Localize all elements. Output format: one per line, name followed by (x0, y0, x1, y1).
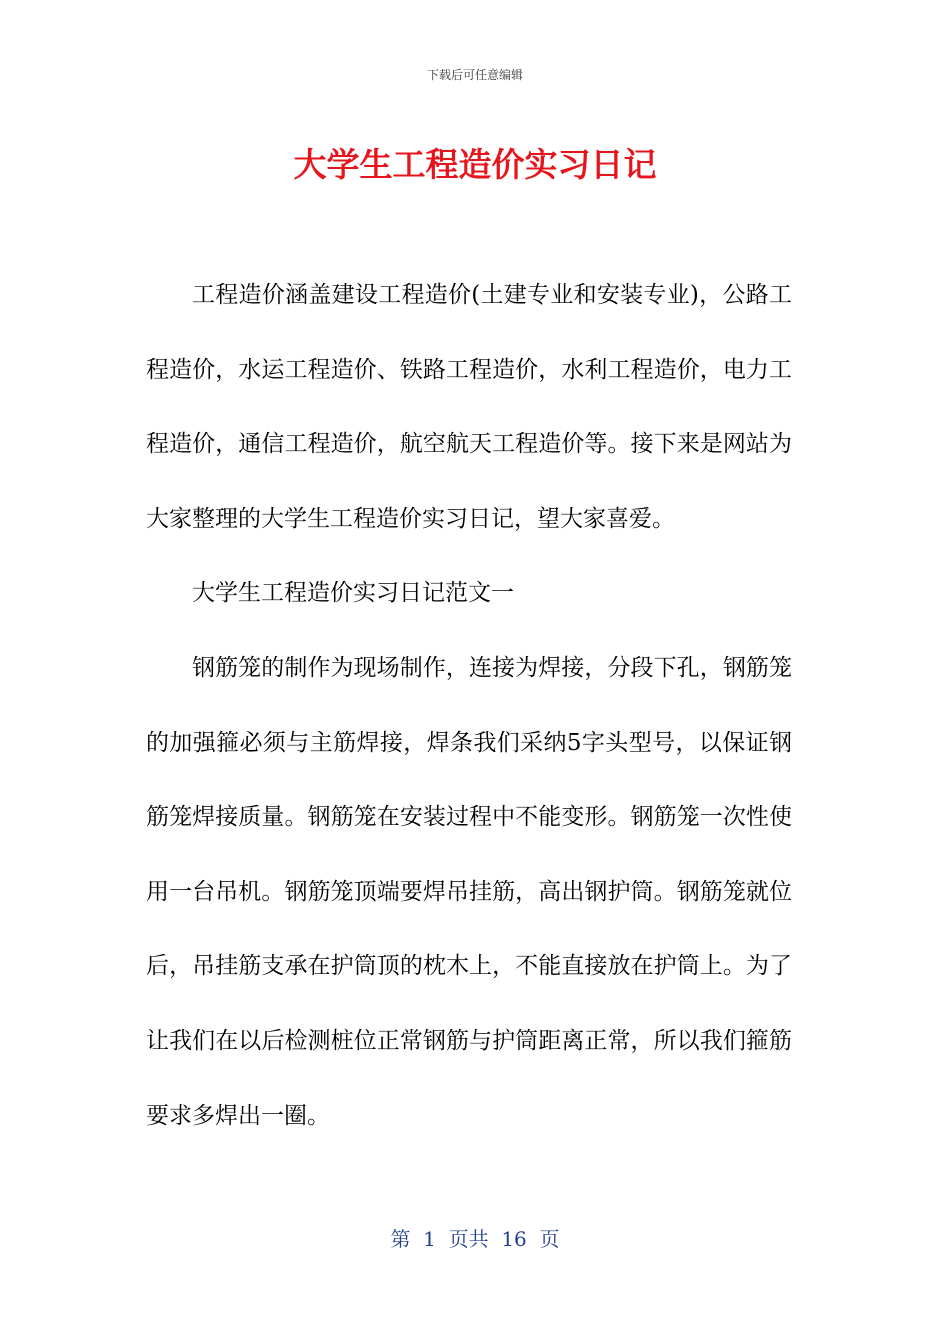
paragraph-subheading: 大学生工程造价实习日记范文一 (192, 580, 514, 607)
header-note: 下载后可任意编辑 (426, 68, 523, 82)
paragraph-steel-cage: 钢筋笼的制作为现场制作，连接为焊接，分段下孔，钢筋笼的加强箍必须与主筋焊接，焊条我们采纳5字头型号，以保证钢筋笼焊接质量。钢筋笼在安装过程中不能变形。钢筋笼一次性使用一台吊机。钢筋笼顶端要焊吊挂筋，高出钢护筒。钢筋笼就位后，吊挂筋支承在护筒顶的枕木上，不能直接放在护筒上。为了让我们在以后检测桩位正常钢筋与护筒距离正常，所以我们箍筋要求多焊出一圈。 (146, 654, 792, 1129)
document-body (146, 258, 792, 1153)
paragraph-intro: 工程造价涵盖建设工程造价(土建专业和安装专业)，公路工程造价，水运工程造价、铁路工程造价，水利工程造价，电力工程造价，通信工程造价，航空航天工程造价等。接下来是网站为大家整理的大学生工程造价实习日记，望大家喜爱。 (146, 282, 792, 532)
page-number-footer: 第 1 页共 16 页 (390, 1227, 560, 1251)
document-title: 大学生工程造价实习日记 (293, 145, 657, 184)
